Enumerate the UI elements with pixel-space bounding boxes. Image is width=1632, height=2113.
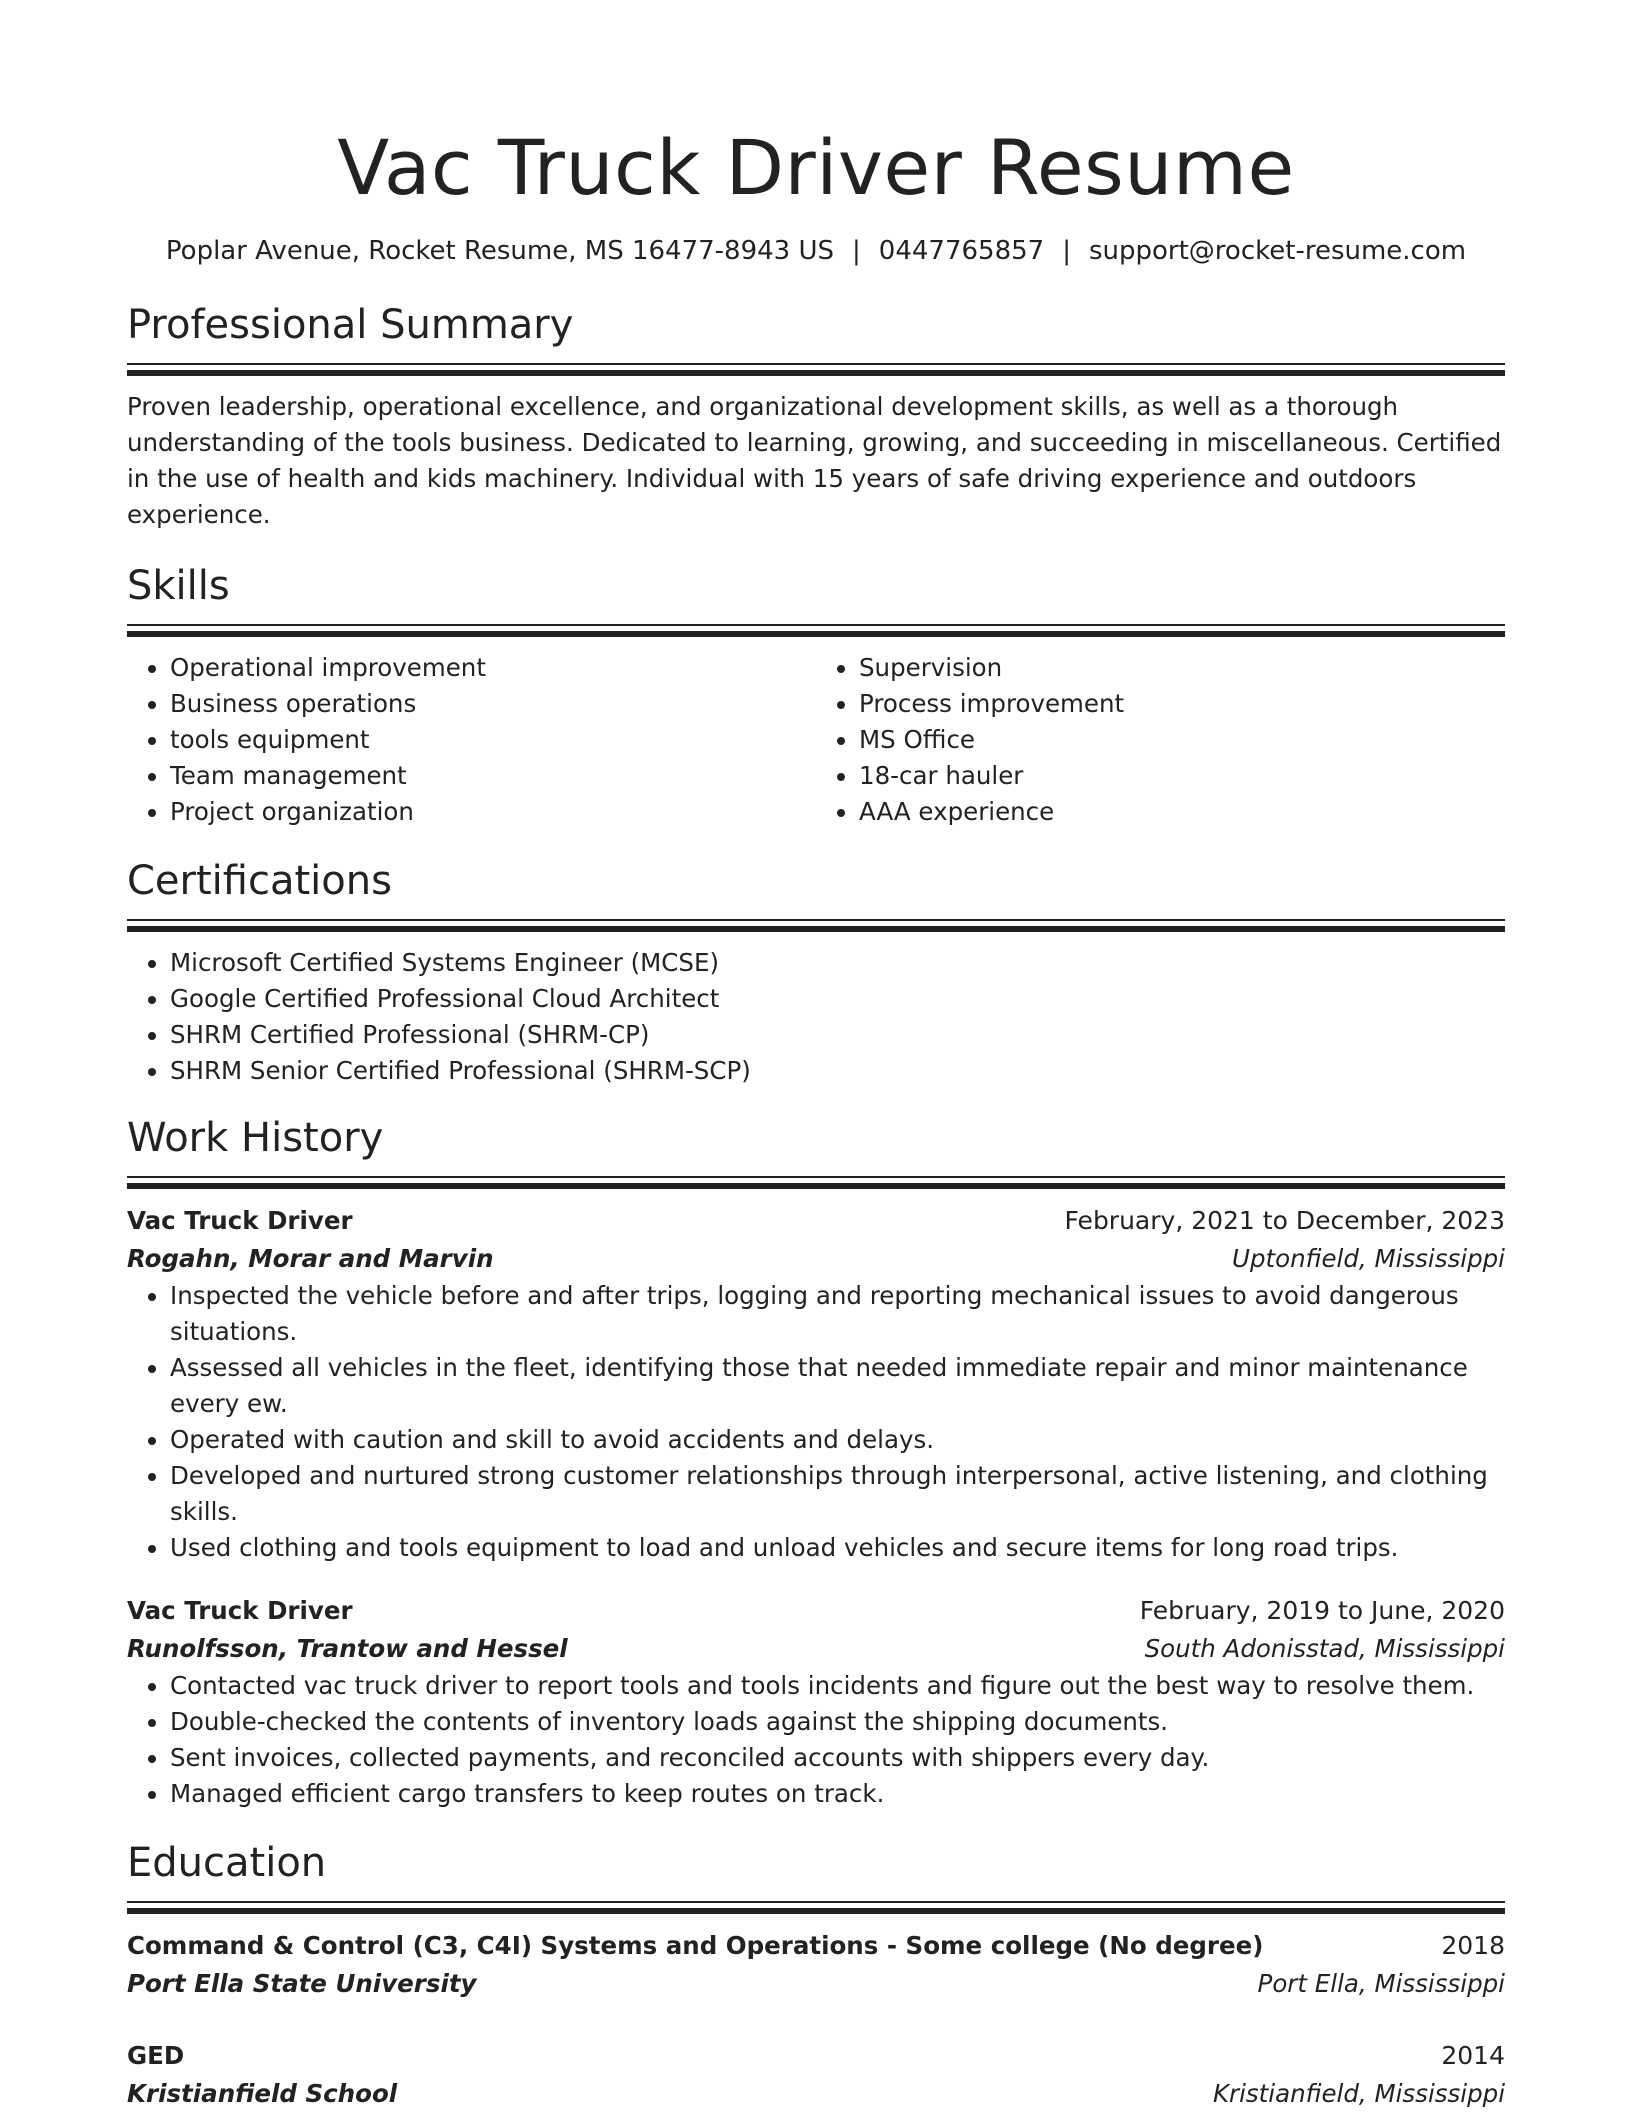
skill-item: • Process improvement: [859, 686, 1505, 722]
resume-title: Vac Truck Driver Resume: [337, 123, 1295, 212]
certification-item: • Google Certified Professional Cloud Architect: [170, 981, 1505, 1017]
job-bullet: • Contacted vac truck driver to report tools and tools incidents and figure out the best way to resolve them.: [170, 1668, 1505, 1704]
job-bullet: • Used clothing and tools equipment to load and unload vehicles and secure items for long road trips.: [170, 1530, 1505, 1566]
certifications-heading: Certifications: [127, 858, 392, 904]
contact-separator: |: [852, 236, 861, 266]
skill-item: • AAA experience: [859, 794, 1505, 830]
education-section: [127, 1838, 1505, 2113]
work-history-section: [127, 1113, 1505, 1812]
work-history-heading: Work History: [127, 1115, 384, 1161]
skill-item: • Supervision: [859, 650, 1505, 686]
skill-item: • Business operations: [170, 686, 816, 722]
job-entry: [127, 1202, 1505, 1566]
education-location: Port Ella, Mississippi: [1257, 1969, 1505, 1998]
education-entry: [127, 1927, 1505, 2003]
job-bullet: • Operated with caution and skill to avoid accidents and delays.: [170, 1422, 1505, 1458]
skills-heading: Skills: [127, 563, 230, 609]
skill-item: • Team management: [170, 758, 816, 794]
education-subheader: [127, 2075, 1505, 2113]
job-bullet: • Double-checked the contents of inventory loads against the shipping documents.: [170, 1704, 1505, 1740]
skill-item: • MS Office: [859, 722, 1505, 758]
skill-item: • Operational improvement: [170, 650, 816, 686]
section-divider: [127, 624, 1505, 638]
job-header: [127, 1592, 1505, 1630]
certification-item: • Microsoft Certified Systems Engineer (MCSE): [170, 945, 1505, 981]
education-header: [127, 2037, 1505, 2075]
job-subheader: [127, 1240, 1505, 1278]
summary-text: Proven leadership, operational excellence, and organizational development skills, as well as a thorough understanding of the tools business. Dedicated to learning, growing, and succeeding in miscellaneous. Certified in the use of health and kids machinery. Individual with 15 years of safe driving experience and outdoors experience.: [127, 392, 1502, 529]
contact-line: [127, 234, 1505, 268]
section-divider: [127, 363, 1505, 377]
skills-column-left: [127, 650, 816, 830]
education-subheader: [127, 1965, 1505, 2003]
contact-address: Poplar Avenue, Rocket Resume, MS 16477-8943 US: [165, 236, 835, 266]
skills-grid: [127, 650, 1505, 830]
job-dates: February, 2021 to December, 2023: [1064, 1206, 1505, 1235]
skill-item: • Project organization: [170, 794, 816, 830]
job-bullet: • Inspected the vehicle before and after trips, logging and reporting mechanical issues to avoid dangerous situations.: [170, 1278, 1505, 1350]
section-divider: [127, 1176, 1505, 1190]
skill-item: • 18-car hauler: [859, 758, 1505, 794]
education-header: [127, 1927, 1505, 1965]
job-bullets: [127, 1278, 1505, 1566]
job-title: Vac Truck Driver: [127, 1596, 353, 1625]
job-bullet: • Managed efficient cargo transfers to keep routes on track.: [170, 1776, 1505, 1812]
summary-heading: Professional Summary: [127, 302, 574, 348]
certification-item: • SHRM Certified Professional (SHRM-CP): [170, 1017, 1505, 1053]
education-degree: Command & Control (C3, C4I) Systems and Operations - Some college (No degree): [127, 1931, 1264, 1960]
contact-separator: |: [1062, 236, 1071, 266]
section-divider: [127, 1901, 1505, 1915]
job-header: [127, 1202, 1505, 1240]
job-bullets: [127, 1668, 1505, 1812]
job-bullet: • Sent invoices, collected payments, and reconciled accounts with shippers every day.: [170, 1740, 1505, 1776]
job-subheader: [127, 1630, 1505, 1668]
job-dates: February, 2019 to June, 2020: [1139, 1596, 1505, 1625]
job-bullet: • Assessed all vehicles in the fleet, identifying those that needed immediate repair and minor maintenance every ew.: [170, 1350, 1505, 1422]
education-year: 2018: [1441, 1931, 1505, 1960]
education-school: Port Ella State University: [127, 1969, 477, 1998]
education-heading: Education: [127, 1840, 327, 1886]
certifications-list: [127, 945, 1505, 1089]
education-location: Kristianfield, Mississippi: [1212, 2079, 1505, 2108]
section-divider: [127, 919, 1505, 933]
education-school: Kristianfield School: [127, 2079, 398, 2108]
skills-section: [127, 561, 1505, 830]
skills-column-right: [816, 650, 1505, 830]
skill-item: • tools equipment: [170, 722, 816, 758]
job-company: Rogahn, Morar and Marvin: [127, 1244, 494, 1273]
job-location: South Adonisstad, Mississippi: [1144, 1634, 1505, 1663]
education-year: 2014: [1441, 2041, 1505, 2070]
contact-email: support@rocket-resume.com: [1088, 236, 1467, 266]
job-company: Runolfsson, Trantow and Hessel: [127, 1634, 568, 1663]
education-entry: [127, 2037, 1505, 2113]
certifications-section: [127, 856, 1505, 1089]
job-title: Vac Truck Driver: [127, 1206, 353, 1235]
certification-item: • SHRM Senior Certified Professional (SHRM-SCP): [170, 1053, 1505, 1089]
job-bullet: • Developed and nurtured strong customer relationships through interpersonal, active listening, and clothing skills.: [170, 1458, 1505, 1530]
job-entry: [127, 1592, 1505, 1812]
education-degree: GED: [127, 2041, 185, 2070]
summary-section: [127, 300, 1505, 533]
job-location: Uptonfield, Mississippi: [1232, 1244, 1505, 1273]
contact-phone: 0447765857: [878, 236, 1045, 266]
